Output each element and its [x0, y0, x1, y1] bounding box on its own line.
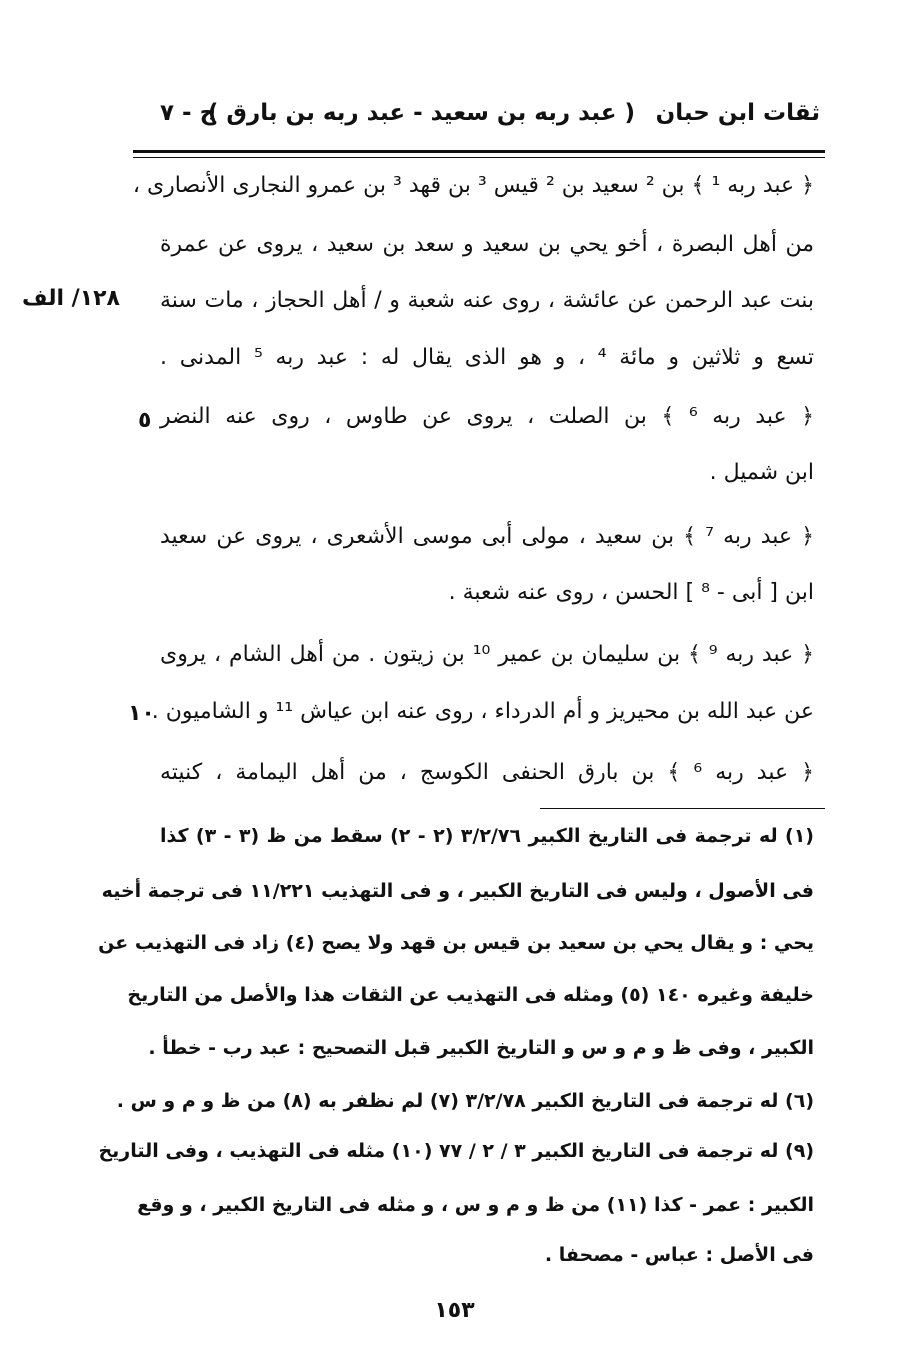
page-number: ١٥٣: [434, 1298, 475, 1323]
line-number-5: ٥: [138, 408, 152, 433]
body-line: ﴿ عبد ربه ¹ ﴾ بن ² سعيد بن ² قيس ³ بن قهد ³ بن عمرو النجارى الأنصارى ،: [132, 173, 814, 198]
body-line: من أهل البصرة ، أخو يحي بن سعيد و سعد بن سعيد ، يروى عن عمرة: [160, 232, 814, 257]
body-line: عن عبد الله بن محيريز و أم الدرداء ، روى عنه ابن عياش ¹¹ و الشاميون .: [151, 699, 814, 724]
body-line: تسع و ثلاثين و مائة ⁴ ، و هو الذى يقال له : عبد ربه ⁵ المدنى .: [160, 345, 814, 370]
volume-label: ج - ٧: [160, 100, 217, 126]
footnote-rule: [540, 808, 825, 809]
line-number-10: ١٠: [128, 701, 155, 726]
running-header: [160, 100, 820, 140]
folio-marker: ١٢٨/ الف: [22, 286, 120, 311]
footnote-line: فى الأصول ، وليس فى التاريخ الكبير ، و فى التهذيب ١١/٢٢١ فى ترجمة أخيه: [101, 880, 814, 902]
body-line: ﴿ عبد ربه ⁹ ﴾ بن سليمان بن عمير ¹⁰ بن زيتون . من أهل الشام ، يروى: [160, 642, 815, 667]
footnote-line: خليفة وغيره ١٤٠ (٥) ومثله فى التهذيب عن الثقات هذا والأصل من التاريخ: [127, 984, 814, 1006]
body-line: ابن شميل .: [709, 460, 814, 485]
book-title: ثقات ابن حبان: [655, 100, 820, 126]
body-line: ﴿ عبد ربه ⁷ ﴾ بن سعيد ، مولى أبى موسى الأشعرى ، يروى عن سعيد: [160, 524, 814, 549]
header-rule-thin: [133, 157, 825, 158]
footnote-line: (٦) له ترجمة فى التاريخ الكبير ٣/٢/٧٨ (٧) لم نظفر به (٨) من ظ و م و س .: [116, 1090, 814, 1112]
body-line: بنت عبد الرحمن عن عائشة ، روى عنه شعبة و / أهل الحجاز ، مات سنة: [160, 288, 814, 313]
body-line: ابن [ أبى - ⁸ ] الحسن ، روى عنه شعبة .: [448, 580, 814, 605]
footnote-line: (٩) له ترجمة فى التاريخ الكبير ٣ / ٢ / ٧٧ (١٠) مثله فى التهذيب ، وفى التاريخ: [98, 1140, 814, 1162]
section-title: ( عبد ربه بن سعيد - عبد ربه بن بارق ): [207, 100, 635, 126]
body-line: ﴿ عبد ربه ⁶ ﴾ بن الصلت ، يروى عن طاوس ، روى عنه النضر: [160, 404, 814, 429]
footnote-line: (١) له ترجمة فى التاريخ الكبير ٣/٢/٧٦ (٢ - ٢) سقط من ظ (٣ - ٣) كذا: [160, 825, 814, 847]
footnote-line: الكبير ، وفى ظ و م و س و التاريخ الكبير قبل التصحيح : عبد رب - خطأ .: [148, 1037, 814, 1059]
header-rule-thick: [133, 150, 825, 153]
footnote-line: الكبير : عمر - كذا (١١) من ظ و م و س ، و مثله فى التاريخ الكبير ، و وقع: [137, 1194, 814, 1216]
footnote-line: فى الأصل : عباس - مصحفا .: [544, 1244, 814, 1266]
footnote-line: يحي : و يقال يحي بن سعيد بن قيس بن قهد ولا يصح (٤) زاد فى التهذيب عن: [98, 932, 814, 954]
body-line: ﴿ عبد ربه ⁶ ﴾ بن بارق الحنفى الكوسج ، من أهل اليمامة ، كنيته: [160, 760, 814, 785]
